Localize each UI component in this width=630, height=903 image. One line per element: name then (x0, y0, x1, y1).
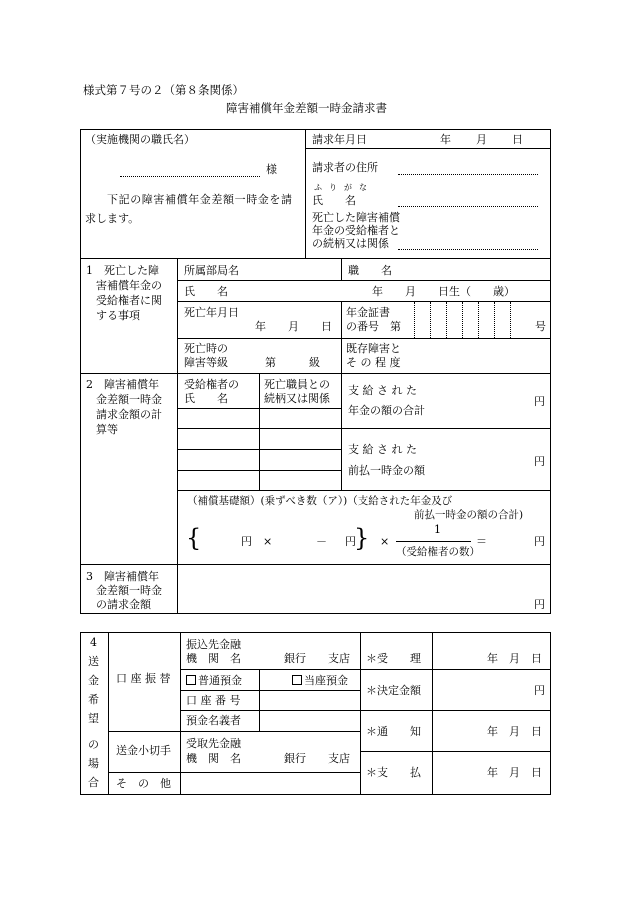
cert-label-1: 年金証書 (346, 306, 390, 319)
section1-title-4: する事項 (96, 309, 140, 322)
remit-label-2: 送 (88, 655, 99, 668)
pension-label-2: 年金の額の合計 (348, 404, 425, 417)
remit-label-4: 希 (88, 693, 99, 706)
account-number-label: 口 座 番 号 (186, 694, 241, 707)
recipient-label-1: 受給権者の (184, 378, 239, 391)
birth-label: 年 月 日生（ 歳） (372, 285, 515, 298)
formula-result-yen: 円 (534, 535, 545, 548)
dept-label: 所属部局名 (184, 264, 239, 277)
death-date-ymd: 年 月 日 (255, 320, 332, 333)
formula-yen-2: 円 (345, 535, 356, 548)
address-label: 請求者の住所 (312, 161, 378, 174)
formula-times: × (380, 535, 390, 548)
decided-yen: 円 (534, 684, 545, 697)
sama-label: 様 (266, 163, 277, 176)
death-date-label: 死亡年月日 (184, 306, 239, 319)
fraction-bar (396, 541, 471, 542)
furigana-label: ふりがな (314, 183, 374, 192)
request-year: 年 (440, 133, 451, 146)
request-day: 日 (512, 133, 523, 146)
section1-title-2: 害補償年金の (96, 279, 162, 292)
lump-label-2: 前払一時金の額 (348, 464, 425, 477)
section1-title-3: 受給権者に関 (96, 294, 162, 307)
remit-label-1: 4 (90, 636, 97, 649)
deposit-current-option[interactable] (292, 675, 348, 686)
section2-title-4: 算等 (96, 423, 118, 436)
relationship-label-1: 死亡職員との (264, 378, 330, 391)
decided-label: ＊決定金額 (366, 684, 421, 697)
agency-label: （実施機関の職氏名） (85, 133, 195, 146)
remit-label-3: 金 (88, 674, 99, 687)
received-ymd: 年 月 日 (487, 652, 542, 665)
brace-close: } (354, 524, 370, 552)
lump-yen: 円 (534, 455, 545, 468)
formula-line-1: （補償基礎額）(乗ずべき数（ア）)（支給された年金及び (187, 495, 453, 507)
remit-label-6: の (88, 738, 99, 751)
received-label: ＊受 理 (366, 652, 421, 665)
paid-ymd: 年 月 日 (487, 766, 542, 779)
brace-open: { (186, 524, 202, 552)
section3-title-2: 金差額一時金 (96, 584, 162, 597)
request-date-label: 請求年月日 (312, 133, 367, 146)
request-month: 月 (476, 133, 487, 146)
bank-label-1: 振込先金融 (186, 638, 241, 651)
relation-label-3: の続柄又は関係 (312, 237, 389, 250)
section3-yen: 円 (534, 598, 545, 611)
grade-label-2: 障害等級 (184, 356, 228, 369)
formula-equals: ＝ (476, 535, 487, 548)
deposit-normal-option[interactable] (186, 675, 242, 686)
recv-branch: 銀行 支店 (284, 752, 350, 765)
address-input[interactable] (398, 174, 538, 175)
recv-label-1: 受取先金融 (186, 737, 241, 750)
grade-value: 第 級 (265, 356, 320, 369)
pension-yen: 円 (534, 395, 545, 408)
relation-label-2: 年金の受給権者と (312, 224, 400, 237)
grade-label-1: 死亡時の (184, 342, 228, 355)
remit-label-7: 場 (88, 757, 99, 770)
name-input[interactable] (398, 206, 538, 207)
formula-minus: － (316, 535, 327, 548)
existing-label-2: そ の 程 度 (346, 356, 401, 369)
cert-label-2: の番号 第 (346, 320, 401, 333)
form-number: 様式第７号の２（第８条関係） (83, 83, 244, 97)
formula-numerator: 1 (434, 523, 441, 536)
section2-title-2: 金差額一時金 (96, 393, 162, 406)
paid-label: ＊支 払 (366, 766, 421, 779)
remit-label-5: 望 (88, 712, 99, 725)
other-label: そ の 他 (116, 777, 171, 790)
account-transfer-label: 口 座 振 替 (116, 672, 171, 685)
existing-label-1: 既存障害と (346, 342, 401, 355)
section1-title-1: 1 死亡した障 (86, 264, 159, 277)
cert-go: 号 (535, 320, 546, 333)
agency-name-line[interactable] (120, 176, 260, 177)
formula-denominator: （受給権者の数） (396, 546, 480, 558)
notified-ymd: 年 月 日 (487, 725, 542, 738)
remit-label-8: 合 (88, 776, 99, 789)
relation-input[interactable] (398, 249, 538, 250)
bank-label-2: 機 関 名 (186, 652, 241, 665)
relationship-label-2: 続柄又は関係 (264, 392, 330, 405)
section3-title-1: 3 障害補償年 (86, 570, 159, 583)
page-title: 障害補償年金差額一時金請求書 (226, 101, 387, 115)
section2-title-3: 請求金額の計 (96, 408, 162, 421)
position-label: 職 名 (348, 264, 392, 277)
recipient-label-2: 氏 名 (184, 392, 228, 405)
request-text-1: 下記の障害補償年金差額一時金を請 (107, 193, 293, 206)
lump-label-1: 支 給 さ れ た (348, 443, 417, 456)
normal-checkbox[interactable] (186, 675, 196, 685)
notified-label: ＊通 知 (366, 725, 421, 738)
current-checkbox[interactable] (292, 675, 302, 685)
name-label: 氏 名 (312, 194, 356, 207)
normal-label: 普通預金 (198, 674, 242, 687)
relation-label-1: 死亡した障害補償 (312, 211, 400, 224)
deceased-name-label: 氏 名 (184, 285, 228, 298)
check-label: 送金小切手 (116, 744, 171, 757)
pension-label-1: 支 給 さ れ た (348, 384, 417, 397)
bank-branch: 銀行 支店 (284, 652, 350, 665)
section3-title-3: の請求金額 (96, 598, 151, 611)
current-label: 当座預金 (304, 674, 348, 687)
formula-line-2: 前払一時金の額の合計) (414, 509, 524, 521)
section2-title-1: 2 障害補償年 (86, 378, 159, 391)
formula-yen-1: 円 × (241, 535, 273, 548)
holder-label: 預金名義者 (186, 714, 241, 727)
request-text-2: 求します。 (85, 212, 140, 225)
recv-label-2: 機 関 名 (186, 752, 241, 765)
